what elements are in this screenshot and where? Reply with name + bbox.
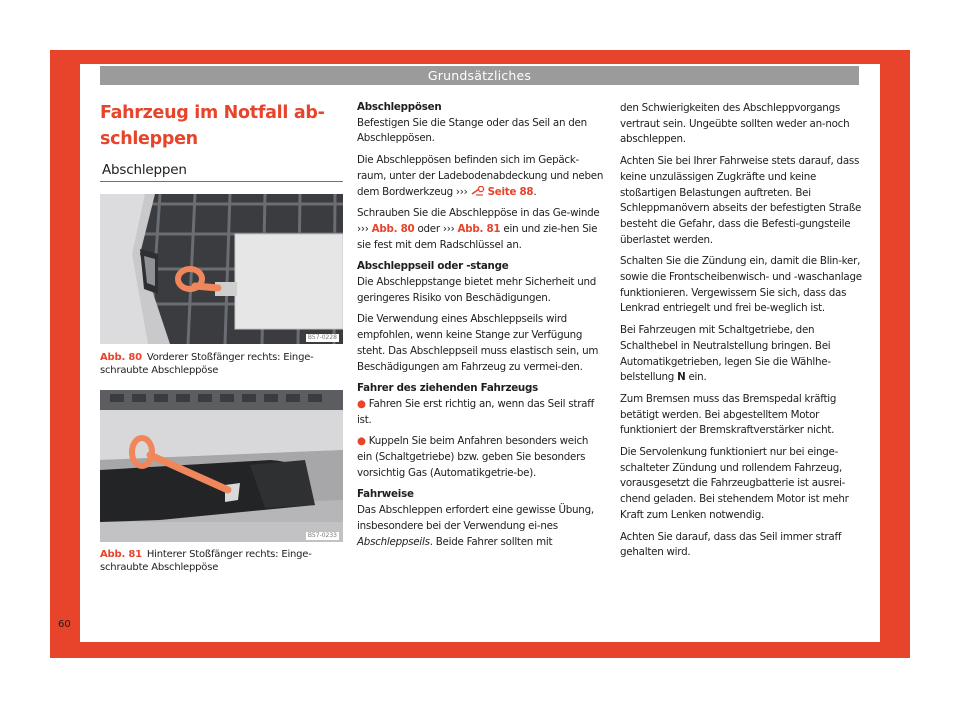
bullet-item: ● Kuppeln Sie beim Anfahren besonders weich ein (Schaltgetriebe) bzw. geben Sie besonders vorsichtig Gas (Automatikgetrie-be). xyxy=(357,435,589,479)
figure-caption-text: Vorderer Stoßfänger rechts: Einge-schraubte Abschleppöse xyxy=(100,352,314,376)
heading-abschleppoesen: Abschleppösen xyxy=(357,101,442,113)
text-column-right xyxy=(620,101,866,567)
subsection-title: Abschleppen xyxy=(102,162,187,178)
paragraph: Die Abschleppösen befinden sich im Gepäck-raum, unter der Ladebodenabdeckung und neben dem Bordwerkzeug ››› Seite 88. xyxy=(357,154,604,198)
figure-rear-bumper xyxy=(100,390,343,542)
reference-arrow: ››› xyxy=(357,222,369,235)
section-title-line1: Fahrzeug im Notfall ab- xyxy=(100,103,325,123)
section-title xyxy=(100,100,350,152)
rear-bumper-illustration xyxy=(100,390,343,542)
paragraph: Schrauben Sie die Abschleppöse in das Ge-winde ››› Abb. 80 oder ››› Abb. 81 ein und zie-hen Sie sie fest mit dem Radschlüssel an. xyxy=(357,207,600,251)
paragraph: Die Servolenkung funktioniert nur bei einge-schalteter Zündung und rollendem Fahrzeug, vorausgesetzt die Fahrzeugbatterie ist ausrei-chend geladen. Bei stehendem Motor ist mehr Kraft zum Lenken notwendig. xyxy=(620,446,849,521)
bullet-icon: ● xyxy=(357,435,366,448)
wrench-icon xyxy=(471,186,485,196)
reference-arrow: ››› xyxy=(455,185,468,198)
paragraph: Bei Fahrzeugen mit Schaltgetriebe, den Schalthebel in Neutralstellung bringen. Bei Automatikgetrieben, legen Sie die Wählhe-belstellung N ein. xyxy=(620,324,831,384)
figure-reference-link[interactable]: Abb. 80 xyxy=(371,222,415,235)
paragraph: Zum Bremsen muss das Bremspedal kräftig betätigt werden. Bei abgestelltem Motor funktioniert der Bremskraftverstärker nicht. xyxy=(620,392,837,437)
paragraph: Befestigen Sie die Stange oder das Seil an den Abschleppösen. xyxy=(357,116,587,145)
figure-label: Abb. 81 xyxy=(100,549,142,560)
heading-abschleppseil: Abschleppseil oder -stange xyxy=(357,260,509,273)
title-rule xyxy=(100,181,343,182)
figure-caption-text: Hinterer Stoßfänger rechts: Einge-schraubte Abschleppöse xyxy=(100,549,312,573)
figure-label: Abb. 80 xyxy=(100,352,142,363)
figure-reference-link[interactable]: Abb. 81 xyxy=(457,222,501,235)
paragraph: Die Verwendung eines Abschleppseils wird empfohlen, wenn keine Stange zur Verfügung steht. Das Abschleppseil muss elastisch sein, um Beschädigungen am Fahrzeug zu vermei-den. xyxy=(357,313,599,373)
paragraph: den Schwierigkeiten des Abschleppvorgangs vertraut sein. Ungeübte sollten weder an-noch abschleppen. xyxy=(620,102,850,146)
front-bumper-illustration xyxy=(100,194,343,344)
paragraph: Achten Sie darauf, dass das Seil immer straff gehalten wird. xyxy=(620,530,842,559)
page-number: 60 xyxy=(58,619,71,630)
figure-caption xyxy=(100,351,345,377)
reference-arrow: ››› xyxy=(442,222,455,235)
figure-caption xyxy=(100,548,345,574)
paragraph: Die Abschleppstange bietet mehr Sicherheit und geringeres Risiko von Beschädigungen. xyxy=(357,276,597,304)
figure-code: B57-0233 xyxy=(307,532,337,539)
heading-fahrweise: Fahrweise xyxy=(357,488,414,501)
page-reference-link[interactable]: Seite 88 xyxy=(487,185,534,198)
text-column-middle xyxy=(357,100,605,556)
paragraph: Schalten Sie die Zündung ein, damit die Blin-ker, sowie die Frontscheibenwisch- und -waschanlage funktionieren. Vergewissern Sie sich, dass das Lenkrad entriegelt und frei be-weglich ist. xyxy=(620,255,862,315)
figure-code: B57-0228 xyxy=(307,334,337,341)
figure-front-bumper xyxy=(100,194,343,344)
bullet-item: ● Fahren Sie erst richtig an, wenn das Seil straff ist. xyxy=(357,397,594,426)
paragraph: Achten Sie bei Ihrer Fahrweise stets darauf, dass keine unzulässigen Zugkräfte und keine stoßartigen Belastungen auftreten. Bei Schleppmanövern abseits der befestigten Straße besteht die Gefahr, dass die Befesti-gungsteile überlastet werden. xyxy=(620,155,862,246)
section-title-line2: schleppen xyxy=(100,129,198,149)
paragraph: Das Abschleppen erfordert eine gewisse Übung, insbesondere bei der Verwendung ei-nes Abschleppseils. Beide Fahrer sollten mit xyxy=(357,504,594,548)
heading-fahrer: Fahrer des ziehenden Fahrzeugs xyxy=(357,382,539,395)
section-header: Grundsätzliches xyxy=(100,66,859,85)
bullet-icon: ● xyxy=(357,397,366,410)
